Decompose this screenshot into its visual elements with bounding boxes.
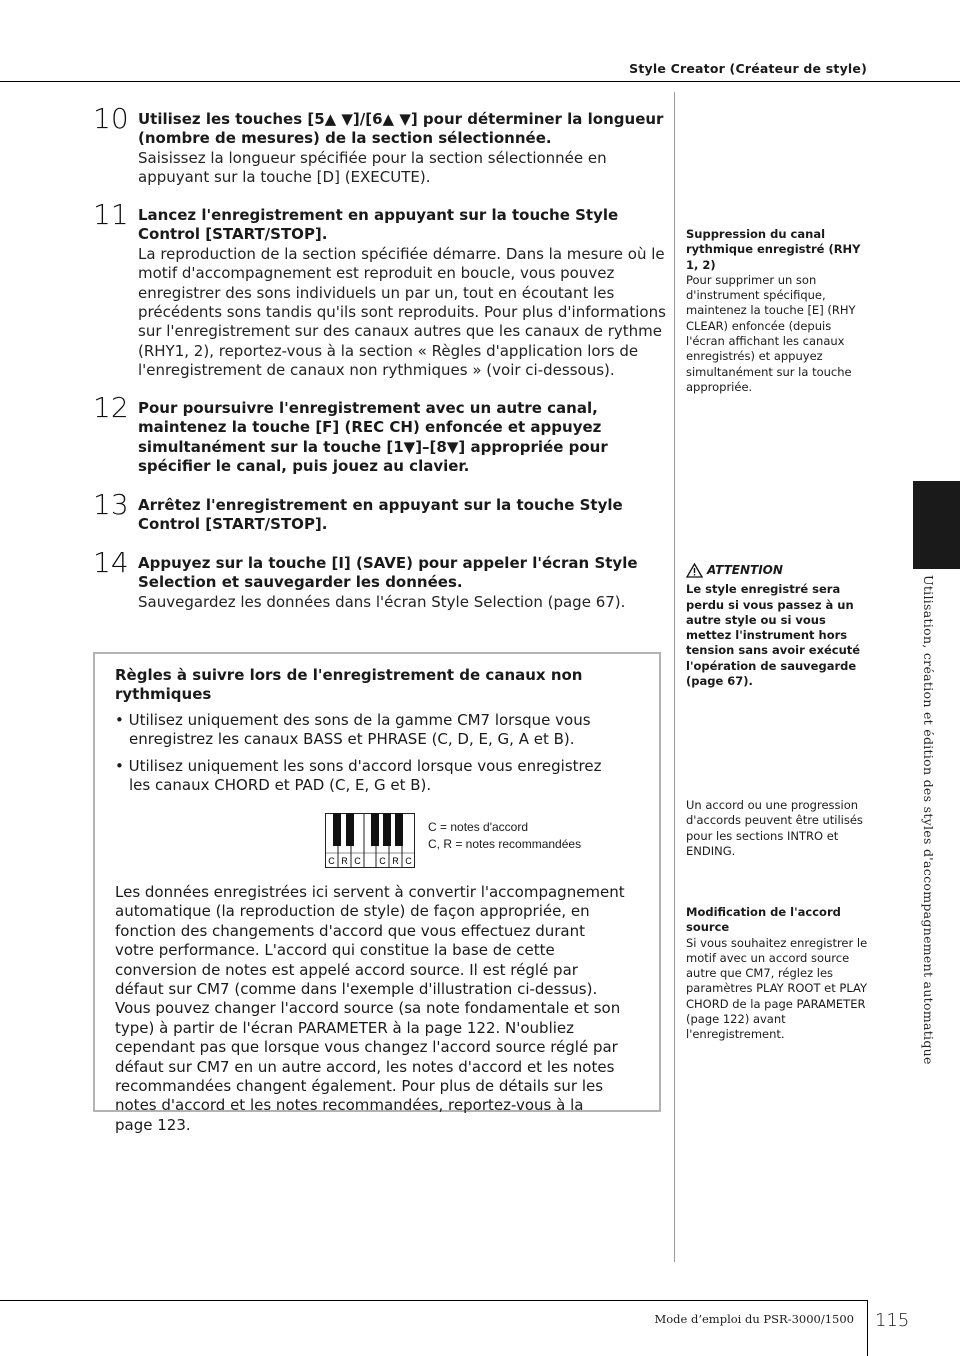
footer-divider [867,1300,868,1356]
step-number: 11 [93,198,129,231]
section-tab-label: Utilisation, création et édition des styles d'accompagnement automatique [921,575,936,1065]
sidebar-note-source-chord [686,905,871,1043]
rules-box [93,652,661,1134]
keyboard-diagram [325,813,415,868]
legend-chord-notes: C = notes d'accord [428,820,529,834]
step-13 [93,488,668,535]
rules-paragraph: Les données enregistrées ici servent à convertir l'accompagnement automatique (la reproduction de style) de façon appropriée, en fonction des changements d'accord que vous effectuez durant votre performance. L'accord qui constitue la base de cette conversion de notes est appelé accord source. Il est réglé par défaut sur CM7 (comme dans l'exemple d'illustration ci-dessus). Vous pouvez changer l'accord source (sa note fondamentale et son type) à partir de l'écran PARAMETER à la page 122. N'oubliez cependant pas que lorsque vous changez l'accord source réglé par défaut sur CM7 en un autre accord, les notes d'accord et les notes recommandées changent également. Pour plus de détails sur les notes d'accord et les notes recommandées, reportez-vous à la page 123. [115,883,625,1134]
keyboard-legend [428,819,581,853]
step-number: 14 [93,546,129,579]
step-number: 12 [93,391,129,424]
step-description: La reproduction de la section spécifiée démarre. Dans la mesure où le motif d'accompagnement est reproduit en boucle, vous pouvez enregistrer des sons individuels un par un, tout en écoutant les précédents sons tandis qu'ils sont reproduits. Pour plus d'informations sur l'enregistrement sur des canaux autres que les canaux de rythme (RHY1, 2), reportez-vous à la section « Règles d'application lors de l'enregistrement de canaux non rythmiques » (voir ci-dessous). [138,244,666,380]
footer-manual-title: Mode d’emploi du PSR-3000/1500 [654,1312,854,1326]
step-11 [93,198,668,381]
key-label: C [405,856,412,866]
key-label: C [379,856,386,866]
step-description: Sauvegardez les données dans l'écran Style Selection (page 67). [138,592,626,611]
footer-rule [0,1300,868,1301]
step-title: Appuyez sur la touche [I] (SAVE) pour appeler l'écran Style Selection et sauvegarder les données. [138,554,638,592]
step-title: Pour poursuivre l'enregistrement avec un autre canal, maintenez la touche [F] (REC CH) enfoncée et appuyez simultanément sur la touche [1▼]–[8▼] appropriée pour spécifier le canal, puis jouez au clavier. [138,399,608,476]
key-label: R [341,856,348,866]
key-label: R [392,856,399,866]
rules-bullet: • Utilisez uniquement des sons de la gamme CM7 lorsque vous enregistrez les canaux BASS et PHRASE (C, D, E, G, A et B). [115,710,591,749]
note-title: Modification de l'accord source [686,905,841,935]
step-14 [93,546,668,612]
rules-title: Règles à suivre lors de l'enregistrement de canaux non rythmiques [115,666,583,704]
step-12 [93,391,668,477]
note-body: Un accord ou une progression d'accords peuvent être utilisés pour les sections INTRO et ENDING. [686,798,863,858]
section-tab-marker [913,481,960,569]
step-number: 10 [93,102,129,135]
note-title: Suppression du canal rythmique enregistré (RHY 1, 2) [686,227,861,272]
attention-label: ATTENTION [707,563,783,577]
sidebar-note-intro-ending [686,798,871,859]
warning-icon [686,563,703,578]
note-body: Si vous souhaitez enregistrer le motif avec un accord source autre que CM7, réglez les paramètres PLAY ROOT et PLAY CHORD de la page PARAMETER (page 122) avant l'enregistrement. [686,935,868,1042]
step-10 [93,102,668,188]
step-title: Lancez l'enregistrement en appuyant sur la touche Style Control [START/STOP]. [138,206,619,244]
sidebar-attention [686,563,871,689]
step-description: Saisissez la longueur spécifiée pour la section sélectionnée en appuyant sur la touche [D] (EXECUTE). [138,148,607,187]
step-number: 13 [93,488,129,521]
sidebar-note-rhythm-delete [686,227,871,395]
header-rule [0,81,960,82]
note-body: Pour supprimer un son d'instrument spécifique, maintenez la touche [E] (RHY CLEAR) enfoncée (depuis l'écran affichant les canaux enregistrés) et appuyez simultanément sur la touche appropriée. [686,272,856,394]
running-header: Style Creator (Créateur de style) [629,61,867,76]
key-label: C [354,856,361,866]
rules-bullet: • Utilisez uniquement les sons d'accord lorsque vous enregistrez les canaux CHORD et PAD (C, E, G et B). [115,756,602,795]
attention-body: Le style enregistré sera perdu si vous passez à un autre style ou si vous mettez l'instrument hors tension sans avoir exécuté l'opération de sauvegarde (page 67). [686,582,861,689]
column-divider [674,92,675,1262]
page-number: 115 [875,1310,910,1331]
step-title: Arrêtez l'enregistrement en appuyant sur la touche Style Control [START/STOP]. [138,496,623,534]
step-title: Utilisez les touches [5▲ ▼]/[6▲ ▼] pour déterminer la longueur (nombre de mesures) de la section sélectionnée. [138,110,664,148]
legend-recommended-notes: C, R = notes recommandées [428,837,582,851]
key-label: C [328,856,335,866]
